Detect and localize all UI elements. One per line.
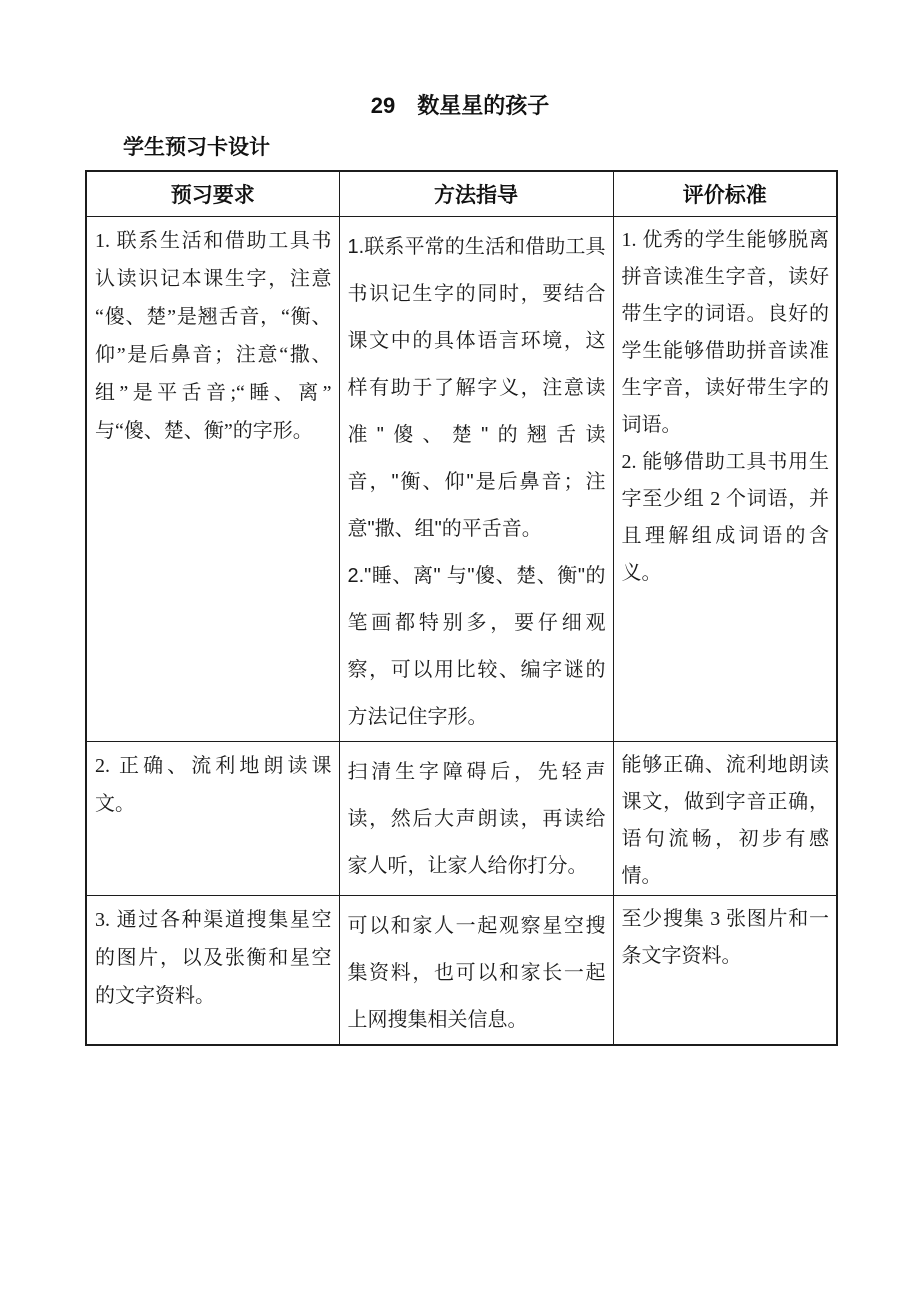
preview-card-table: [85, 170, 838, 1046]
paragraph: 能够正确、流利地朗读课文，做到字音正确，语句流畅，初步有感情。: [621, 753, 829, 887]
paragraph: 3. 通过各种渠道搜集星空的图片，以及张衡和星空的文字资料。: [95, 908, 332, 1007]
cell-method: [339, 741, 613, 895]
table-header-row: [86, 171, 837, 216]
header-method: 方法指导: [339, 171, 613, 216]
cell-criteria: [613, 741, 837, 895]
table-row: [86, 216, 837, 741]
cell-criteria: [613, 895, 837, 1045]
paragraph: 扫清生字障碍后，先轻声读，然后大声朗读，再读给家人听，让家人给你打分。: [347, 760, 606, 877]
paragraph: 1. 联系生活和借助工具书认读识记本课生字，注意 “傻、楚”是翘舌音，“衡、仰”是后鼻音；注意“撒、组”是平舌音;“睡、离” 与“傻、楚、衡”的字形。: [95, 229, 332, 442]
paragraph: 至少搜集 3 张图片和一条文字资料。: [621, 907, 829, 967]
paragraph: 1. 优秀的学生能够脱离拼音读准生字音，读好带生字的词语。良好的学生能够借助拼音读准生字音，读好带生字的词语。: [621, 228, 829, 436]
table-row: [86, 741, 837, 895]
header-criteria: 评价标准: [613, 171, 837, 216]
cell-method: [339, 895, 613, 1045]
paragraph: 1.联系平常的生活和借助工具书识记生字的同时，要结合课文中的具体语言环境，这样有助于了解字义，注意读准"傻、楚"的翘舌读音，"衡、仰"是后鼻音；注意"撒、组"的平舌音。: [347, 235, 606, 540]
document-title: 29 数星星的孩子: [370, 93, 550, 118]
table-body: [86, 216, 837, 1045]
cell-requirement: [86, 895, 339, 1045]
header-requirement: 预习要求: [86, 171, 339, 216]
paragraph: 2. 正确、流利地朗读课文。: [95, 754, 332, 815]
document-subtitle: 学生预习卡设计: [123, 136, 270, 159]
cell-criteria: [613, 216, 837, 741]
paragraph: 可以和家人一起观察星空搜集资料，也可以和家长一起上网搜集相关信息。: [347, 914, 606, 1031]
table-row: [86, 895, 837, 1045]
paragraph: 2."睡、离" 与"傻、楚、衡"的笔画都特别多，要仔细观察，可以用比较、编字谜的方法记住字形。: [347, 564, 606, 728]
cell-method: [339, 216, 613, 741]
paragraph: 2. 能够借助工具书用生字至少组 2 个词语，并且理解组成词语的含义。: [621, 450, 829, 584]
cell-requirement: [86, 741, 339, 895]
cell-requirement: [86, 216, 339, 741]
